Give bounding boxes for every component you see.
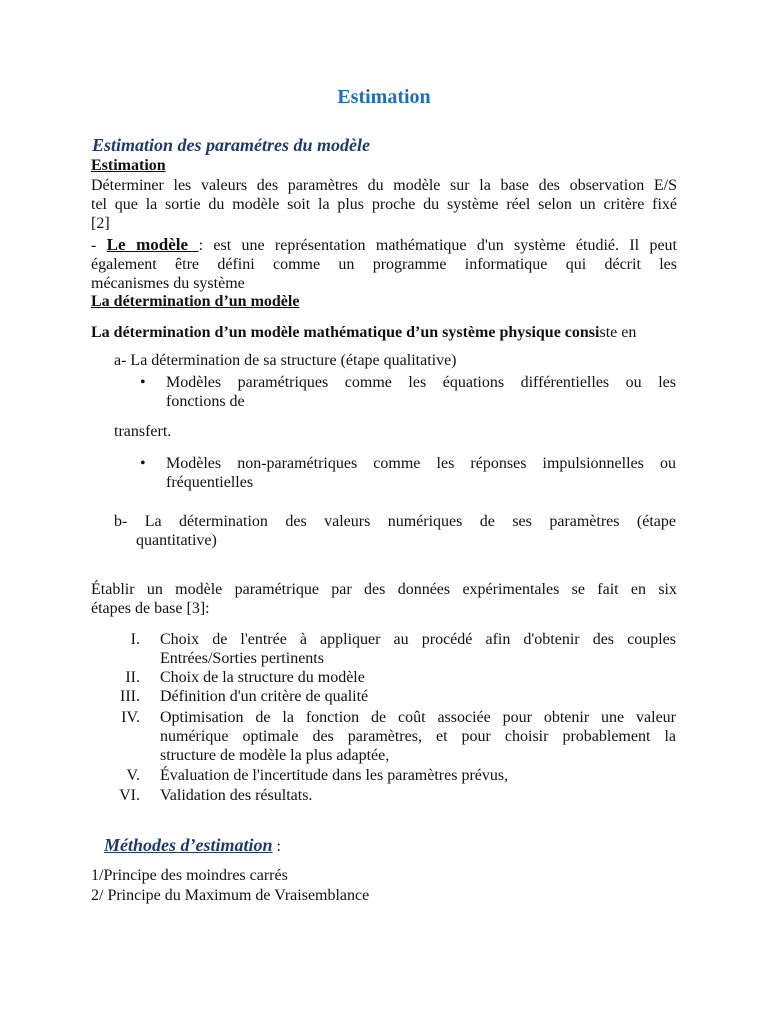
- step-text: [160, 687, 676, 706]
- step-number: IV.: [121, 709, 140, 726]
- bullet-line: fréquentielles: [166, 474, 254, 491]
- step-number: VI.: [119, 787, 140, 804]
- paragraph-line: Déterminer les valeurs des paramètres du modèle sur la base des observation E/S: [91, 177, 677, 194]
- step-line: Définition d'un critère de qualité: [160, 688, 369, 705]
- step-line: numérique optimale des paramètres, et pour choisir probablement la: [160, 728, 676, 745]
- paragraph-line: tel que la sortie du modèle soit la plus proche du système réel selon un critère fixé: [91, 196, 677, 213]
- step-line: Entrées/Sorties pertinents: [160, 650, 324, 667]
- step-text: [160, 668, 676, 687]
- methods-heading: [104, 836, 281, 856]
- dash: -: [91, 237, 107, 254]
- step-number: III.: [120, 688, 140, 705]
- section-heading: Estimation des paramétres du modèle: [92, 135, 371, 155]
- step-line: Choix de la structure du modèle: [160, 669, 365, 686]
- steps-intro: [91, 580, 677, 618]
- step-text: [160, 630, 676, 668]
- step-line: Évaluation de l'incertitude dans les paramètres prévus,: [160, 767, 509, 784]
- bullet-text: [166, 373, 676, 411]
- item-b-line: quantitative): [136, 532, 217, 549]
- modele-definition-paragraph: [91, 235, 677, 293]
- step-line: Validation des résultats.: [160, 787, 313, 804]
- bullet-dot: •: [140, 455, 146, 472]
- paragraph-line: mécanismes du système: [91, 275, 245, 292]
- bullet-text: [166, 454, 676, 492]
- transfert-text: transfert.: [114, 423, 172, 440]
- paragraph-line: [91, 235, 677, 255]
- step-line: Optimisation de la fonction de coût associée pour obtenir une valeur: [160, 709, 676, 726]
- bullet-line: Modèles non-paramétriques comme les réponses impulsionnelles ou: [166, 455, 676, 472]
- step-text: [160, 766, 676, 785]
- step-text: [160, 708, 676, 765]
- step-number: I.: [130, 631, 140, 648]
- step-number: V.: [126, 767, 140, 784]
- item-b-line: b- La détermination des valeurs numériques de ses paramètres (étape: [114, 513, 676, 530]
- step-line: Choix de l'entrée à appliquer au procédé afin d'obtenir des couples: [160, 631, 676, 648]
- methods-colon: :: [272, 838, 281, 855]
- paragraph-line: Établir un modèle paramétrique par des données expérimentales se fait en six: [91, 581, 677, 598]
- determination-lead: [91, 323, 636, 342]
- page-title: Estimation: [337, 86, 431, 108]
- methods-title: Méthodes d’estimation: [104, 835, 273, 855]
- estimation-subheading: Estimation: [91, 157, 166, 174]
- modele-line-1-text: : est une représentation mathématique d'un système étudié. Il peut: [198, 237, 677, 254]
- estimation-paragraph: [91, 176, 677, 233]
- bullet-line: fonctions de: [166, 393, 245, 410]
- determination-heading: La détermination d’un modèle: [91, 293, 300, 310]
- step-text: [160, 786, 676, 805]
- method-item-1: 1/Principe des moindres carrés: [91, 867, 288, 884]
- method-item-2: 2/ Principe du Maximum de Vraisemblance: [91, 887, 370, 904]
- item-a: a- La détermination de sa structure (étape qualitative): [114, 352, 457, 369]
- step-number: II.: [125, 669, 140, 686]
- paragraph-line: étapes de base [3]:: [91, 600, 210, 617]
- lead-bold: La détermination d’un modèle mathématique d’un système physique consi: [91, 324, 600, 341]
- step-line: structure de modèle la plus adaptée,: [160, 747, 390, 764]
- bullet-dot: •: [140, 374, 146, 391]
- item-b: [114, 512, 676, 550]
- bullet-line: Modèles paramétriques comme les équations différentielles ou les: [166, 374, 676, 391]
- lead-rest: ste en: [599, 324, 637, 341]
- paragraph-line: également être défini comme un programme informatique qui décrit les: [91, 256, 677, 273]
- paragraph-line: [2]: [91, 215, 110, 232]
- modele-term: Le modèle: [106, 235, 199, 254]
